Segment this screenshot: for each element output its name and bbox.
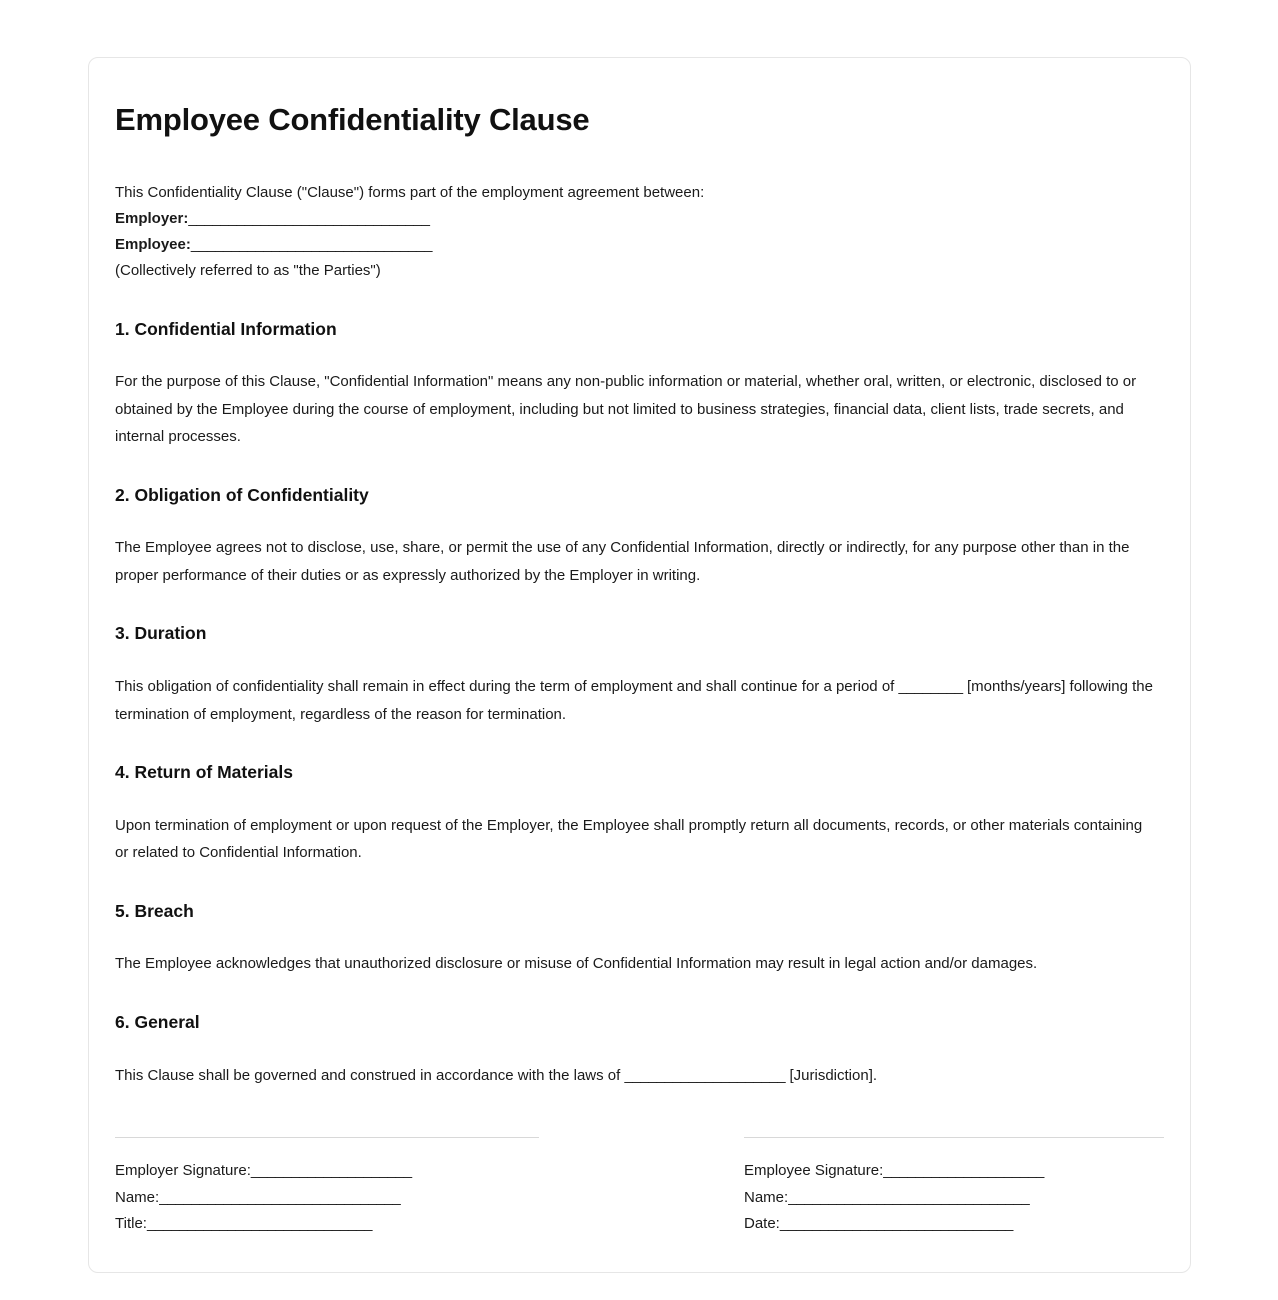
employee-date-blank[interactable]: _____________________________: [779, 1215, 1014, 1233]
intro-paragraph: This Confidentiality Clause ("Clause") forms part of the employment agreement between:: [115, 183, 705, 201]
section-heading-5: 5. Breach: [115, 900, 194, 921]
employee-date-label: Date:: [744, 1215, 780, 1233]
employer-title-line: [115, 1211, 539, 1238]
document-card: [88, 57, 1191, 1273]
section-obligation-of-confidentiality: [115, 484, 1164, 590]
employee-party-line: [115, 232, 1164, 258]
general-text-before: This Clause shall be governed and construed in accordance with the laws of: [115, 1066, 625, 1084]
employee-name-label: Name:: [744, 1188, 789, 1206]
section-body-3: [115, 673, 1158, 728]
section-body-4: Upon termination of employment or upon request of the Employer, the Employee shall promptly return all documents, records, or other materials containing or related to Confidential Information.: [115, 816, 1143, 862]
employer-name-label: Name:: [115, 1188, 160, 1206]
duration-text-before: This obligation of confidentiality shall remain in effect during the term of employment and shall continue for a period of: [115, 678, 899, 696]
jurisdiction-blank[interactable]: ____________________: [624, 1066, 786, 1084]
section-confidential-information: [115, 318, 1164, 451]
section-general: [115, 1011, 1164, 1089]
employer-title-label: Title:: [115, 1215, 147, 1233]
section-body-6: [115, 1062, 1158, 1089]
document-body: [115, 102, 1164, 1238]
employee-blank[interactable]: ______________________________: [190, 236, 433, 254]
section-heading-6: 6. General: [115, 1011, 200, 1032]
employee-date-line: [744, 1211, 1164, 1238]
employer-name-blank[interactable]: ______________________________: [159, 1188, 401, 1206]
employer-signature-block: [115, 1137, 539, 1238]
section-heading-2: 2. Obligation of Confidentiality: [115, 484, 369, 505]
duration-blank[interactable]: ________: [898, 678, 963, 696]
general-text-after: [Jurisdiction].: [785, 1066, 878, 1084]
employer-signature-label: Employer Signature:: [115, 1161, 251, 1179]
employee-signature-line: [744, 1158, 1164, 1185]
duration-text-after: [months/years] following the termination of employment, regardless of the reason for termination.: [115, 678, 1153, 723]
employee-name-line: [744, 1185, 1164, 1212]
employer-signature-line: [115, 1158, 539, 1185]
employer-party-line: [115, 206, 1164, 232]
collective-parties-note: (Collectively referred to as "the Parties"): [115, 262, 381, 280]
employer-name-line: [115, 1185, 539, 1212]
employee-name-blank[interactable]: ______________________________: [788, 1188, 1030, 1206]
section-heading-4: 4. Return of Materials: [115, 761, 293, 782]
section-body-1: For the purpose of this Clause, "Confidential Information" means any non-public information or material, whether oral, written, or electronic, disclosed to or obtained by the Employee during the course of employment, including but not limited to business strategies, financial data, client lists, trade secrets, and internal processes.: [115, 373, 1137, 446]
section-breach: [115, 900, 1164, 978]
employee-signature-block: [744, 1137, 1164, 1238]
section-return-of-materials: [115, 761, 1164, 867]
section-duration: [115, 622, 1164, 728]
section-body-5: The Employee acknowledges that unauthorized disclosure or misuse of Confidential Information may result in legal action and/or damages.: [115, 955, 1038, 973]
employee-label: Employee:: [115, 236, 191, 254]
employer-title-blank[interactable]: ____________________________: [146, 1215, 373, 1233]
page-title: Employee Confidentiality Clause: [115, 102, 590, 137]
employer-signature-blank[interactable]: ____________________: [250, 1161, 412, 1179]
employer-blank[interactable]: ______________________________: [188, 209, 430, 227]
section-body-2: The Employee agrees not to disclose, use, share, or permit the use of any Confidential Information, directly or indirectly, for any purpose other than in the proper performance of their duties or as expressly authorized by the Employer in writing.: [115, 539, 1130, 584]
signature-area: [115, 1137, 1164, 1238]
employee-signature-blank[interactable]: ____________________: [883, 1161, 1045, 1179]
section-heading-1: 1. Confidential Information: [115, 318, 337, 339]
employee-signature-label: Employee Signature:: [744, 1161, 884, 1179]
employer-label: Employer:: [115, 209, 189, 227]
section-heading-3: 3. Duration: [115, 623, 207, 644]
